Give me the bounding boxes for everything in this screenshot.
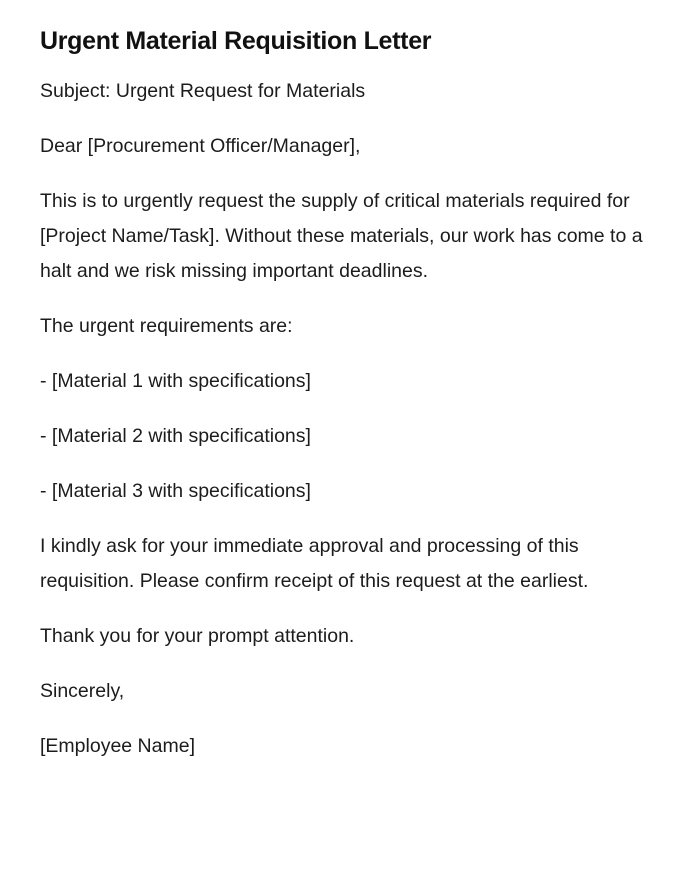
request-paragraph: I kindly ask for your immediate approval and processing of this requisition. Please confirm receipt of this request at the earliest. [40, 535, 589, 592]
subject-line: Subject: Urgent Request for Materials [40, 80, 366, 102]
signature-line: [Employee Name] [40, 735, 195, 757]
letter-document [40, 24, 650, 784]
requirement-item-3: - [Material 3 with specifications] [40, 480, 311, 502]
requirements-heading: The urgent requirements are: [40, 315, 293, 337]
salutation: Dear [Procurement Officer/Manager], [40, 135, 361, 157]
thanks-line: Thank you for your prompt attention. [40, 625, 355, 647]
requirement-item-1: - [Material 1 with specifications] [40, 370, 311, 392]
intro-paragraph: This is to urgently request the supply of critical materials required for [Project Name/Task]. Without these materials, our work has come to a halt and we risk missing important deadlines. [40, 190, 643, 282]
requirement-item-2: - [Material 2 with specifications] [40, 425, 311, 447]
document-title: Urgent Material Requisition Letter [40, 27, 432, 55]
closing-line: Sincerely, [40, 680, 125, 702]
